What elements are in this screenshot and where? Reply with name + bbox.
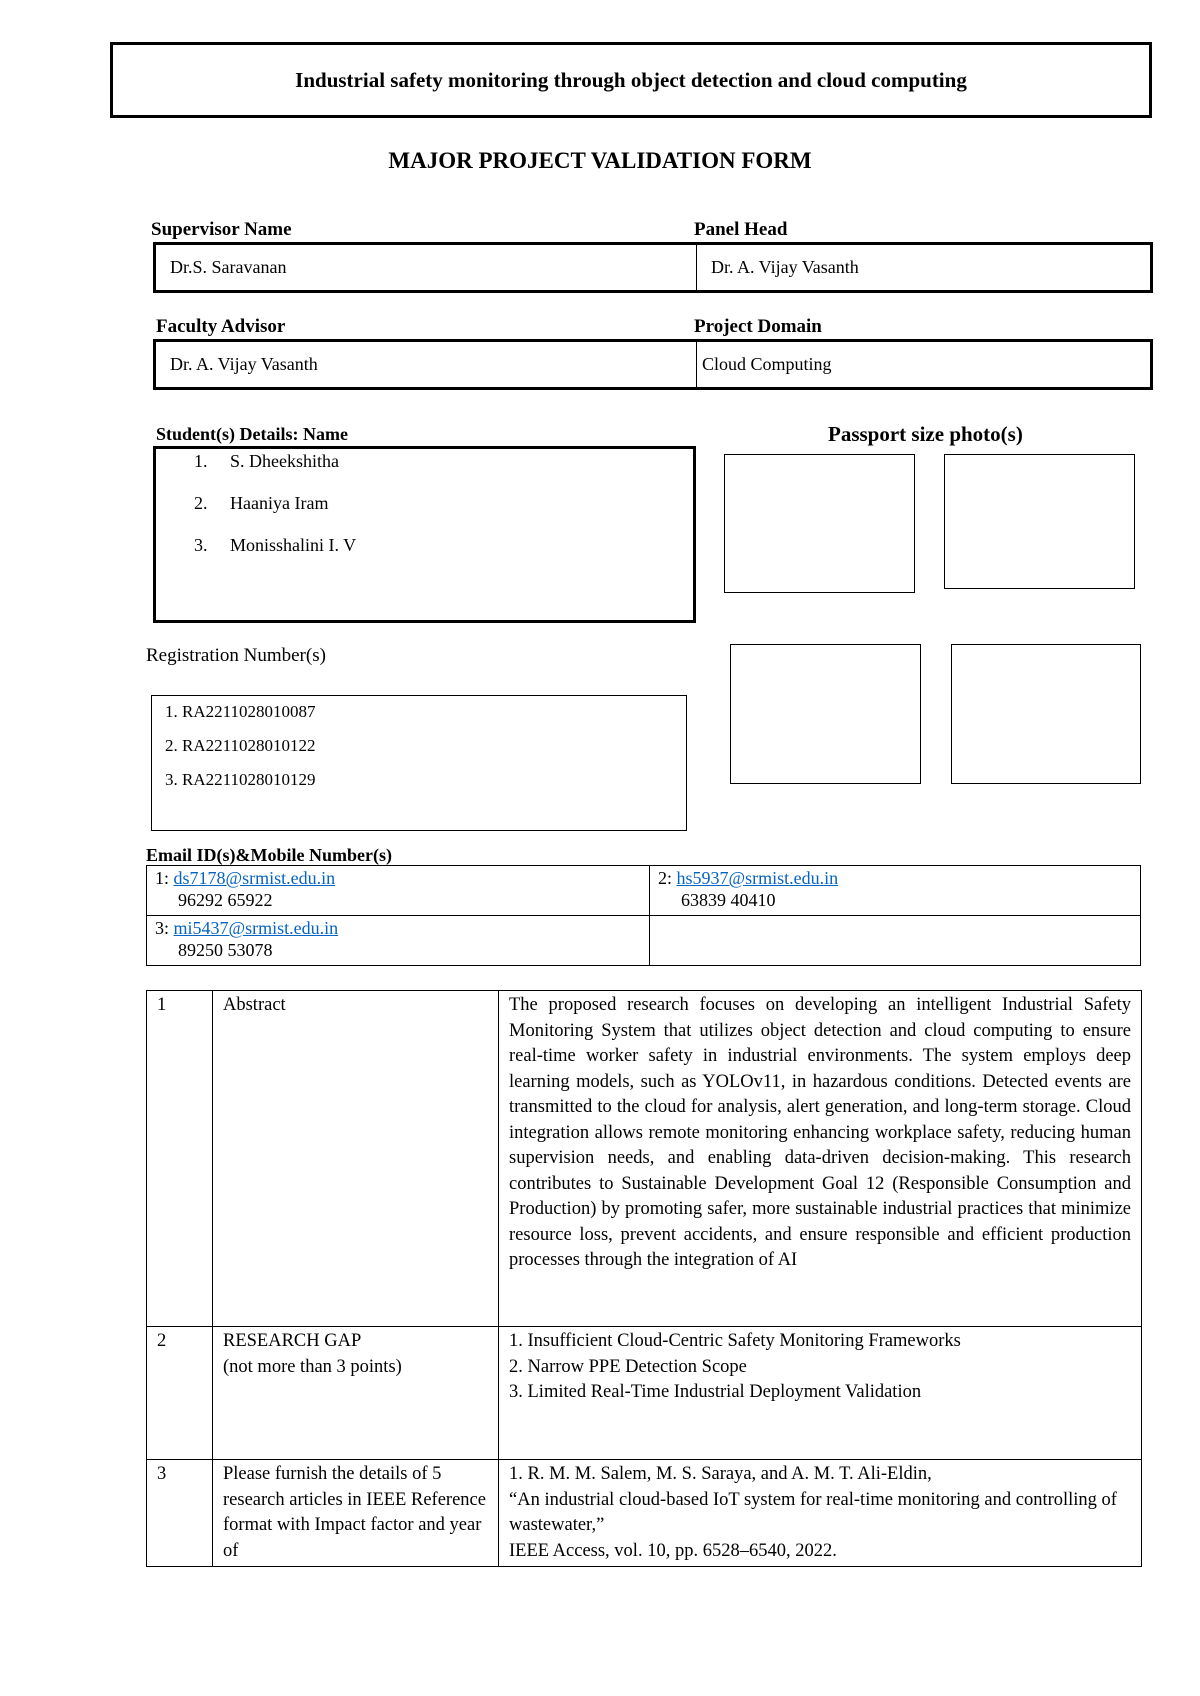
supervisor-panel-row bbox=[153, 242, 1153, 293]
form-title: MAJOR PROJECT VALIDATION FORM bbox=[388, 148, 812, 173]
contact-prefix: 3: bbox=[155, 918, 174, 938]
reference-source: IEEE Access, vol. 10, pp. 6528–6540, 2022. bbox=[509, 1540, 837, 1561]
photo-box[interactable] bbox=[944, 454, 1135, 589]
student-name: S. Dheekshitha bbox=[230, 451, 339, 471]
student-num: 2. bbox=[194, 493, 208, 513]
contact-prefix: 2: bbox=[658, 868, 677, 888]
advisor-domain-row bbox=[153, 339, 1153, 390]
project-domain-value: Cloud Computing bbox=[702, 354, 832, 374]
faculty-advisor-value: Dr. A. Vijay Vasanth bbox=[156, 342, 697, 387]
table-row bbox=[147, 1460, 1142, 1567]
registration-box bbox=[151, 695, 687, 831]
research-gap-point: 2. Narrow PPE Detection Scope bbox=[509, 1356, 747, 1377]
email-link[interactable]: ds7178@srmist.edu.in bbox=[173, 868, 336, 888]
student-names-box bbox=[153, 446, 696, 623]
phone-number: 63839 40410 bbox=[681, 890, 776, 910]
registration-number: 1. RA2211028010087 bbox=[165, 702, 316, 721]
contact-cell bbox=[650, 866, 1141, 916]
registration-number: 2. RA2211028010122 bbox=[165, 736, 316, 755]
row-label: Abstract bbox=[213, 991, 499, 1327]
photo-box[interactable] bbox=[730, 644, 921, 784]
photo-box[interactable] bbox=[724, 454, 915, 593]
table-row bbox=[147, 991, 1142, 1327]
row-sublabel: (not more than 3 points) bbox=[223, 1356, 402, 1377]
supervisor-label: Supervisor Name bbox=[151, 219, 292, 240]
faculty-advisor-label: Faculty Advisor bbox=[156, 316, 286, 337]
empty-contact-cell bbox=[650, 916, 1141, 966]
registration-label: Registration Number(s) bbox=[146, 645, 326, 666]
email-link[interactable]: mi5437@srmist.edu.in bbox=[173, 918, 339, 938]
abstract-text: The proposed research focuses on developing an intelligent Industrial Safety Monitoring System that utilizes object detection and cloud computing to ensure real-time worker safety in industrial environments. The system employs deep learning models, such as YOLOv11, in hazardous conditions. Detected events are transmitted to the cloud for analysis, alert generation, and long-term storage. Cloud integration allows remote monitoring enhancing workplace safety, reducing human supervision needs, and enabling data-driven decision-making. This research contributes to Sustainable Development Goal 12 (Responsible Consumption and Production) by promoting safer, more sustainable industrial practices that minimize resource loss, prevent accidents, and ensure responsible and efficient production processes through the integration of AI bbox=[499, 991, 1142, 1327]
contact-cell bbox=[147, 866, 650, 916]
registration-number: 3. RA2211028010129 bbox=[165, 770, 316, 789]
project-domain-label: Project Domain bbox=[694, 316, 822, 337]
phone-number: 96292 65922 bbox=[178, 890, 273, 910]
research-gap-point: 1. Insufficient Cloud-Centric Safety Monitoring Frameworks bbox=[509, 1331, 961, 1351]
contact-cell bbox=[147, 916, 650, 966]
details-table bbox=[146, 990, 1142, 1567]
photo-box[interactable] bbox=[951, 644, 1141, 784]
row-label-cell bbox=[213, 1327, 499, 1460]
row-number: 3 bbox=[147, 1460, 213, 1567]
row-number: 1 bbox=[147, 991, 213, 1327]
project-title-box bbox=[110, 42, 1152, 118]
panel-head-value: Dr. A. Vijay Vasanth bbox=[711, 257, 859, 277]
phone-number: 89250 53078 bbox=[178, 940, 273, 960]
research-gap-point: 3. Limited Real-Time Industrial Deployment Validation bbox=[509, 1382, 922, 1402]
research-gap-cell bbox=[499, 1327, 1142, 1460]
student-num: 1. bbox=[194, 451, 208, 471]
row-label: Please furnish the details of 5 research articles in IEEE Reference format with Impact factor and year of bbox=[213, 1460, 499, 1567]
panel-head-label: Panel Head bbox=[694, 219, 788, 240]
row-number: 2 bbox=[147, 1327, 213, 1460]
reference-cell bbox=[499, 1460, 1142, 1567]
reference-title: “An industrial cloud-based IoT system for real-time monitoring and controlling of wastewater,” bbox=[509, 1489, 1117, 1535]
students-label: Student(s) Details: Name bbox=[156, 424, 348, 444]
table-row bbox=[147, 1327, 1142, 1460]
email-link[interactable]: hs5937@srmist.edu.in bbox=[676, 868, 839, 888]
reference-authors: 1. R. M. M. Salem, M. S. Saraya, and A. M. T. Ali-Eldin, bbox=[509, 1464, 932, 1484]
supervisor-value: Dr.S. Saravanan bbox=[156, 245, 697, 290]
student-num: 3. bbox=[194, 535, 208, 555]
project-title: Industrial safety monitoring through object detection and cloud computing bbox=[295, 67, 967, 92]
contacts-label: Email ID(s)&Mobile Number(s) bbox=[146, 845, 392, 865]
contact-prefix: 1: bbox=[155, 868, 174, 888]
contacts-table bbox=[146, 865, 1141, 966]
row-label: RESEARCH GAP bbox=[223, 1331, 362, 1351]
photo-label: Passport size photo(s) bbox=[828, 422, 1023, 446]
student-name: Monisshalini I. V bbox=[230, 535, 357, 555]
student-name: Haaniya Iram bbox=[230, 493, 329, 513]
